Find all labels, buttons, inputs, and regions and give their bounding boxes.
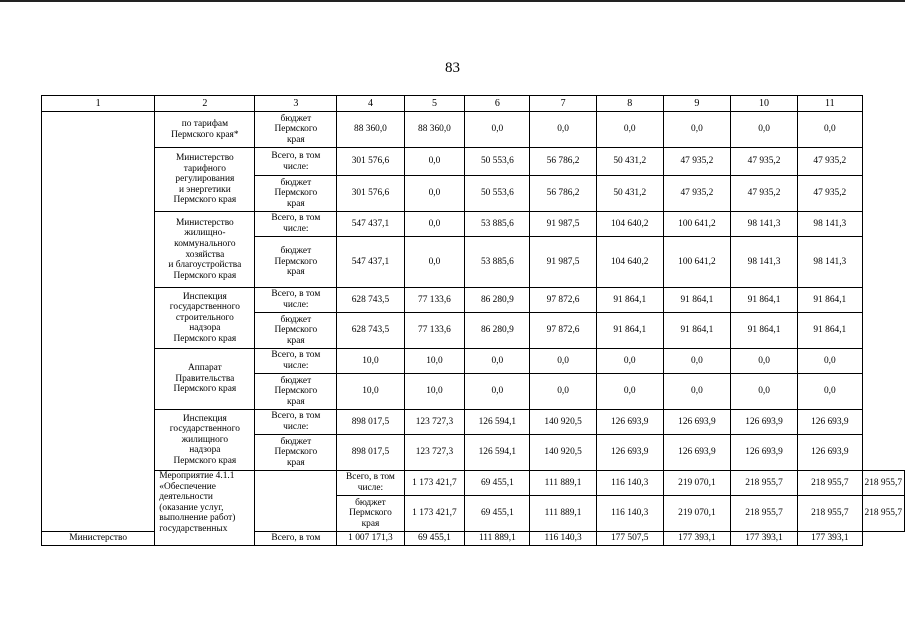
value-cell: 123 727,3 xyxy=(404,410,465,435)
value-cell: 177 507,5 xyxy=(596,532,663,546)
value-cell: 111 889,1 xyxy=(530,471,596,496)
value-cell: 47 935,2 xyxy=(663,176,730,212)
value-cell: 1 173 421,7 xyxy=(404,496,465,532)
value-cell: 0,0 xyxy=(465,374,530,410)
value-cell: 177 393,1 xyxy=(663,532,730,546)
source-cell: Всего, в том числе: xyxy=(255,349,337,374)
executor-cell: Инспекция государственного строительного надзора Пермского края xyxy=(155,288,255,349)
value-cell: 126 693,9 xyxy=(798,410,862,435)
value-cell: 123 727,3 xyxy=(404,435,465,471)
source-cell: бюджет Пермского края xyxy=(255,237,337,288)
value-cell: 218 955,7 xyxy=(862,496,905,532)
value-cell: 0,0 xyxy=(404,212,465,237)
value-cell: 547 437,1 xyxy=(337,212,404,237)
value-cell: 116 140,3 xyxy=(596,496,663,532)
value-cell: 898 017,5 xyxy=(337,435,404,471)
source-cell: бюджет Пермского края xyxy=(255,313,337,349)
value-cell: 98 141,3 xyxy=(798,212,862,237)
measure-title-cell: Мероприятие 4.1.1 «Обеспечение деятельности (оказание услуг, выполнение работ) государственных xyxy=(155,471,255,546)
value-cell: 177 393,1 xyxy=(798,532,862,546)
value-cell: 47 935,2 xyxy=(798,176,862,212)
value-cell: 301 576,6 xyxy=(337,176,404,212)
column-header: 3 xyxy=(255,96,337,112)
value-cell: 56 786,2 xyxy=(530,176,596,212)
value-cell: 218 955,7 xyxy=(862,471,905,496)
value-cell: 1 007 171,3 xyxy=(337,532,404,546)
value-cell: 219 070,1 xyxy=(663,496,730,532)
value-cell: 126 693,9 xyxy=(730,435,797,471)
column-header: 5 xyxy=(404,96,465,112)
source-cell: Всего, в том xyxy=(255,532,337,546)
value-cell: 0,0 xyxy=(798,349,862,374)
value-cell: 53 885,6 xyxy=(465,237,530,288)
value-cell: 0,0 xyxy=(596,112,663,148)
column-header: 6 xyxy=(465,96,530,112)
value-cell: 0,0 xyxy=(596,374,663,410)
value-cell: 69 455,1 xyxy=(465,496,530,532)
table-row xyxy=(42,112,905,148)
value-cell: 88 360,0 xyxy=(404,112,465,148)
value-cell: 628 743,5 xyxy=(337,288,404,313)
executor-cell: Аппарат Правительства Пермского края xyxy=(155,349,255,410)
value-cell: 100 641,2 xyxy=(663,237,730,288)
value-cell: 116 140,3 xyxy=(530,532,596,546)
column-header: 1 xyxy=(42,96,155,112)
column-header: 10 xyxy=(730,96,797,112)
value-cell: 116 140,3 xyxy=(596,471,663,496)
value-cell: 218 955,7 xyxy=(730,496,797,532)
table-row xyxy=(42,349,905,374)
value-cell: 91 864,1 xyxy=(730,313,797,349)
budget-table xyxy=(41,95,905,546)
source-cell: Всего, в том числе: xyxy=(255,148,337,176)
value-cell: 91 864,1 xyxy=(596,288,663,313)
table-row xyxy=(42,471,905,496)
value-cell: 50 431,2 xyxy=(596,176,663,212)
value-cell: 547 437,1 xyxy=(337,237,404,288)
value-cell: 140 920,5 xyxy=(530,435,596,471)
value-cell: 0,0 xyxy=(663,349,730,374)
value-cell: 91 864,1 xyxy=(798,288,862,313)
source-cell: Всего, в том числе: xyxy=(337,471,404,496)
value-cell: 0,0 xyxy=(596,349,663,374)
value-cell: 10,0 xyxy=(337,349,404,374)
table-row xyxy=(42,212,905,237)
table-header-row xyxy=(42,96,905,112)
value-cell: 126 693,9 xyxy=(730,410,797,435)
value-cell: 50 431,2 xyxy=(596,148,663,176)
value-cell: 177 393,1 xyxy=(730,532,797,546)
value-cell: 140 920,5 xyxy=(530,410,596,435)
value-cell: 100 641,2 xyxy=(663,212,730,237)
value-cell: 47 935,2 xyxy=(798,148,862,176)
value-cell: 0,0 xyxy=(663,374,730,410)
value-cell: 0,0 xyxy=(730,374,797,410)
executor-cell: Министерство жилищно- коммунального хозяйства и благоустройства Пермского края xyxy=(155,212,255,288)
value-cell: 97 872,6 xyxy=(530,313,596,349)
column-header: 11 xyxy=(798,96,862,112)
value-cell: 111 889,1 xyxy=(530,496,596,532)
source-cell: бюджет Пермского края xyxy=(255,435,337,471)
table-row xyxy=(42,410,905,435)
value-cell: 0,0 xyxy=(730,112,797,148)
value-cell: 98 141,3 xyxy=(730,237,797,288)
value-cell: 218 955,7 xyxy=(730,471,797,496)
value-cell: 86 280,9 xyxy=(465,313,530,349)
executor-cell: Инспекция государственного жилищного надзора Пермского края xyxy=(155,410,255,471)
value-cell: 91 864,1 xyxy=(730,288,797,313)
value-cell: 126 594,1 xyxy=(465,435,530,471)
value-cell: 0,0 xyxy=(663,112,730,148)
col1-empty-cell xyxy=(42,112,155,532)
value-cell: 104 640,2 xyxy=(596,237,663,288)
page-number: 83 xyxy=(445,60,460,76)
value-cell: 219 070,1 xyxy=(663,471,730,496)
value-cell: 47 935,2 xyxy=(663,148,730,176)
executor-cell: Министерство xyxy=(42,532,155,546)
value-cell: 111 889,1 xyxy=(465,532,530,546)
value-cell: 69 455,1 xyxy=(404,532,465,546)
value-cell: 126 693,9 xyxy=(596,435,663,471)
value-cell: 0,0 xyxy=(798,112,862,148)
value-cell: 97 872,6 xyxy=(530,288,596,313)
value-cell: 0,0 xyxy=(530,374,596,410)
value-cell: 1 173 421,7 xyxy=(404,471,465,496)
value-cell: 47 935,2 xyxy=(730,176,797,212)
value-cell: 0,0 xyxy=(530,349,596,374)
value-cell: 126 693,9 xyxy=(596,410,663,435)
value-cell: 47 935,2 xyxy=(730,148,797,176)
value-cell: 10,0 xyxy=(404,349,465,374)
source-cell: бюджет Пермского края xyxy=(255,176,337,212)
value-cell: 126 693,9 xyxy=(663,410,730,435)
value-cell: 56 786,2 xyxy=(530,148,596,176)
value-cell: 91 864,1 xyxy=(798,313,862,349)
column-header: 8 xyxy=(596,96,663,112)
value-cell: 91 987,5 xyxy=(530,237,596,288)
value-cell: 10,0 xyxy=(404,374,465,410)
value-cell: 898 017,5 xyxy=(337,410,404,435)
value-cell: 88 360,0 xyxy=(337,112,404,148)
value-cell: 0,0 xyxy=(465,349,530,374)
value-cell: 98 141,3 xyxy=(798,237,862,288)
value-cell: 301 576,6 xyxy=(337,148,404,176)
value-cell: 126 693,9 xyxy=(663,435,730,471)
table-row xyxy=(42,148,905,176)
value-cell: 77 133,6 xyxy=(404,313,465,349)
value-cell: 50 553,6 xyxy=(465,176,530,212)
column-header: 9 xyxy=(663,96,730,112)
value-cell: 0,0 xyxy=(404,176,465,212)
value-cell: 126 693,9 xyxy=(798,435,862,471)
executor-empty-cell xyxy=(255,471,337,532)
value-cell: 0,0 xyxy=(798,374,862,410)
value-cell: 69 455,1 xyxy=(465,471,530,496)
executor-cell: Министерство тарифного регулирования и энергетики Пермского края xyxy=(155,148,255,212)
value-cell: 91 864,1 xyxy=(663,288,730,313)
value-cell: 86 280,9 xyxy=(465,288,530,313)
source-cell: Всего, в том числе: xyxy=(255,288,337,313)
value-cell: 126 594,1 xyxy=(465,410,530,435)
source-cell: Всего, в том числе: xyxy=(255,212,337,237)
value-cell: 91 864,1 xyxy=(663,313,730,349)
column-header: 2 xyxy=(155,96,255,112)
value-cell: 0,0 xyxy=(530,112,596,148)
column-header: 4 xyxy=(337,96,404,112)
value-cell: 628 743,5 xyxy=(337,313,404,349)
value-cell: 53 885,6 xyxy=(465,212,530,237)
value-cell: 0,0 xyxy=(730,349,797,374)
source-cell: бюджет Пермского края xyxy=(255,112,337,148)
value-cell: 91 864,1 xyxy=(596,313,663,349)
value-cell: 0,0 xyxy=(404,148,465,176)
value-cell: 91 987,5 xyxy=(530,212,596,237)
source-cell: бюджет Пермского края xyxy=(255,374,337,410)
value-cell: 218 955,7 xyxy=(798,471,862,496)
scan-top-border xyxy=(0,0,905,2)
value-cell: 218 955,7 xyxy=(798,496,862,532)
source-cell: бюджет Пермского края xyxy=(337,496,404,532)
value-cell: 10,0 xyxy=(337,374,404,410)
source-cell: Всего, в том числе: xyxy=(255,410,337,435)
value-cell: 50 553,6 xyxy=(465,148,530,176)
value-cell: 77 133,6 xyxy=(404,288,465,313)
value-cell: 98 141,3 xyxy=(730,212,797,237)
executor-cell: по тарифам Пермского края* xyxy=(155,112,255,148)
value-cell: 104 640,2 xyxy=(596,212,663,237)
value-cell: 0,0 xyxy=(404,237,465,288)
table-row xyxy=(42,288,905,313)
value-cell: 0,0 xyxy=(465,112,530,148)
column-header: 7 xyxy=(530,96,596,112)
